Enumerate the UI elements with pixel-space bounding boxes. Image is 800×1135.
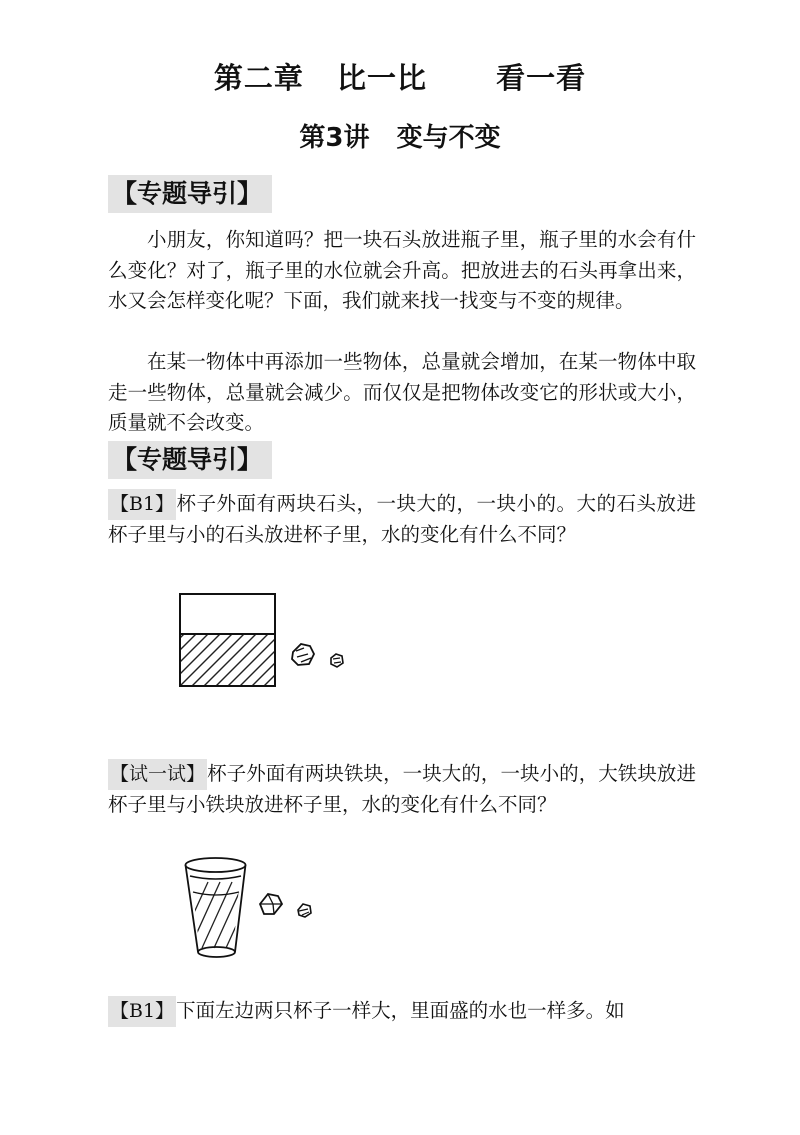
lecture-title bbox=[0, 117, 800, 154]
small-iron-block-icon bbox=[298, 904, 311, 917]
intro-paragraph-1: 小朋友，你知道吗？把一块石头放进瓶子里，瓶子里的水会有什么变化？对了，瓶子里的水位就会升高。把放进去的石头再拿出来，水又会怎样变化呢？下面，我们就来找一找变与不变的规律。 bbox=[108, 228, 696, 312]
problem-1-text: 杯子外面有两块石头，一块大的，一块小的。大的石头放进杯子里与小的石头放进杯子里，水的变化有什么不同？ bbox=[108, 492, 696, 546]
figure-glass-with-iron-blocks bbox=[178, 852, 328, 962]
glass-base bbox=[198, 947, 235, 957]
problem-1 bbox=[108, 489, 696, 550]
glass-rim bbox=[186, 858, 246, 872]
chapter-subtitle-2: 看一看 bbox=[496, 61, 587, 95]
glass-water-surface bbox=[190, 876, 241, 879]
chapter-number: 第二章 bbox=[213, 61, 304, 95]
problem-3 bbox=[108, 996, 696, 1027]
lecture-name: 变与不变 bbox=[396, 123, 501, 153]
problem-2-text: 杯子外面有两块铁块，一块大的，一块小的，大铁块放进杯子里与小铁块放进杯子里，水的变化有什么不同？ bbox=[108, 762, 696, 816]
problem-3-tag: 【B1】 bbox=[108, 996, 176, 1027]
glass-sides bbox=[186, 865, 246, 952]
big-stone-icon bbox=[292, 644, 314, 665]
problem-2 bbox=[108, 759, 696, 820]
small-stone-icon bbox=[331, 654, 343, 667]
section-header-examples: 【专题导引】 bbox=[108, 441, 272, 479]
problem-3-text: 下面左边两只杯子一样大，里面盛的水也一样多。如 bbox=[176, 999, 625, 1022]
big-iron-block-icon bbox=[260, 894, 282, 914]
lecture-number: 第3讲 bbox=[299, 123, 370, 153]
intro-paragraph-2: 在某一物体中再添加一些物体，总量就会增加，在某一物体中取走一些物体，总量就会减少。而仅仅是把物体改变它的形状或大小，质量就不会改变。 bbox=[108, 350, 696, 434]
figure-container-with-stones bbox=[170, 588, 360, 690]
section-header-intro: 【专题导引】 bbox=[108, 175, 272, 213]
problem-1-tag: 【B1】 bbox=[108, 489, 176, 520]
chapter-subtitle-1: 比一比 bbox=[336, 61, 427, 95]
glass-water-line bbox=[193, 892, 239, 895]
problem-2-tag: 【试一试】 bbox=[108, 759, 207, 790]
chapter-title bbox=[0, 56, 800, 97]
